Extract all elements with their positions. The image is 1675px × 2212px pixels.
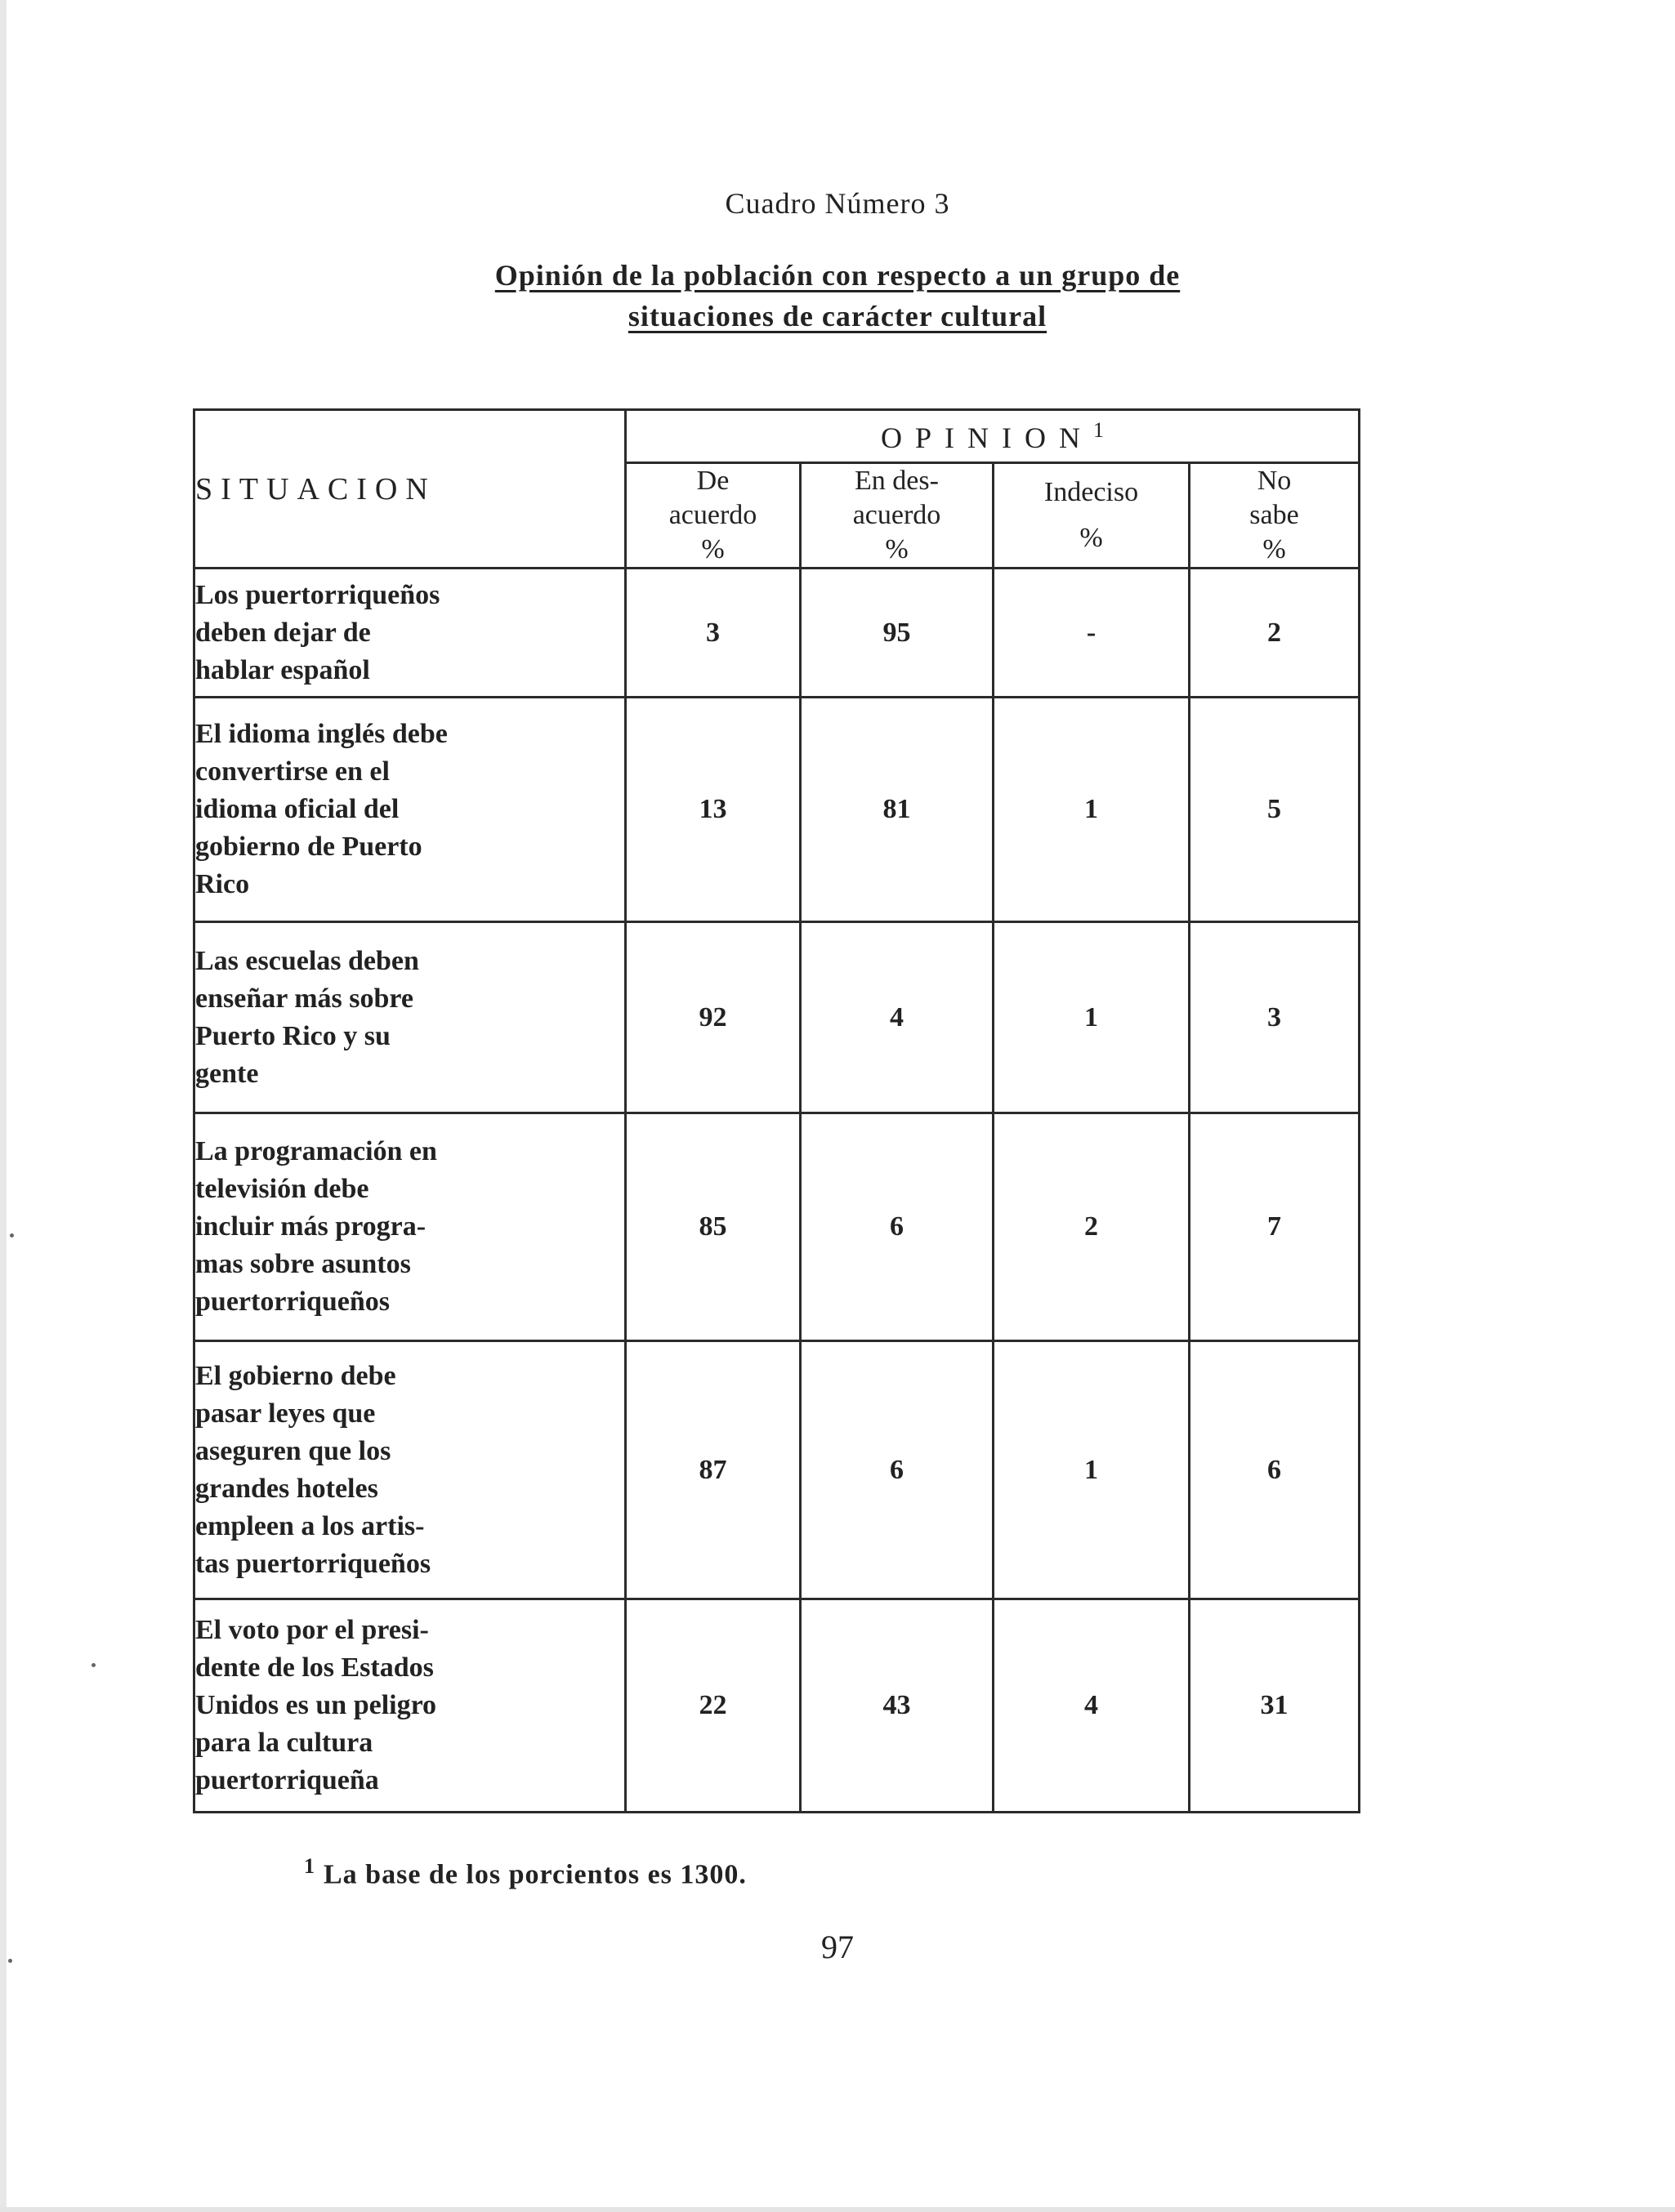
situation-line: grandes hoteles <box>195 1473 378 1504</box>
value-cell: 95 <box>801 569 994 698</box>
situation-line: El idioma inglés debe <box>195 719 448 750</box>
column-header-line: % <box>701 534 725 564</box>
value-cell: 43 <box>801 1599 994 1813</box>
situation-cell <box>194 921 626 1113</box>
situation-line: incluir más progra- <box>195 1211 427 1242</box>
column-header <box>626 463 801 569</box>
column-header-line: % <box>1262 534 1286 564</box>
page-edge-bottom <box>0 2207 1675 2212</box>
footnote <box>304 1854 747 1890</box>
situation-line: para la cultura <box>195 1728 373 1759</box>
value-cell: - <box>994 569 1190 698</box>
value-cell: 3 <box>626 569 801 698</box>
value-cell: 5 <box>1190 698 1360 922</box>
situation-column-header: SITUACION <box>194 410 626 569</box>
value-cell: 6 <box>801 1340 994 1599</box>
column-header <box>994 463 1190 569</box>
column-header-line: % <box>1079 523 1103 553</box>
column-header-line: % <box>885 534 909 564</box>
column-header <box>1190 463 1360 569</box>
situation-cell <box>194 569 626 698</box>
opinion-table <box>193 408 1360 1813</box>
situation-line: convertirse en el <box>195 756 390 787</box>
situation-line: enseñar más sobre <box>195 983 413 1014</box>
table-row <box>194 1340 1360 1599</box>
subtitle-text-2: situaciones de carácter cultural <box>628 300 1047 332</box>
table-row <box>194 1113 1360 1341</box>
page-number: 97 <box>821 1929 854 1965</box>
value-cell: 13 <box>626 698 801 922</box>
situation-line: Rico <box>195 869 250 900</box>
column-header-line: acuerdo <box>668 500 757 530</box>
column-header-line <box>994 510 1188 521</box>
column-header-line: sabe <box>1249 500 1299 530</box>
column-header-line: En des- <box>855 466 939 496</box>
situation-line: Las escuelas deben <box>195 945 419 976</box>
situation-line: aseguren que los <box>195 1435 391 1466</box>
situation-line: Los puertorriqueños <box>195 579 440 610</box>
table-subtitle-line2 <box>0 299 1675 333</box>
opinion-group-header <box>626 410 1360 463</box>
scan-speck <box>92 1663 96 1667</box>
table-row <box>194 569 1360 698</box>
value-cell: 6 <box>801 1113 994 1341</box>
value-cell: 1 <box>994 698 1190 922</box>
value-cell: 1 <box>994 921 1190 1113</box>
value-cell: 3 <box>1190 921 1360 1113</box>
value-cell: 87 <box>626 1340 801 1599</box>
subtitle-text-1: Opinión de la población con respecto a un grupo de <box>494 259 1181 292</box>
scan-speck <box>8 1959 12 1963</box>
value-cell: 4 <box>994 1599 1190 1813</box>
table-row <box>194 1599 1360 1813</box>
situation-line: tas puertorriqueños <box>195 1548 431 1579</box>
situation-line: empleen a los artis- <box>195 1510 425 1541</box>
value-cell: 31 <box>1190 1599 1360 1813</box>
situation-line: mas sobre asuntos <box>195 1249 411 1280</box>
situation-line: gobierno de Puerto <box>195 832 422 863</box>
column-header-line: Indeciso <box>1043 477 1139 507</box>
value-cell: 81 <box>801 698 994 922</box>
value-cell: 85 <box>626 1113 801 1341</box>
value-cell: 2 <box>1190 569 1360 698</box>
situation-line: Unidos es un peligro <box>195 1690 437 1721</box>
column-header-line: acuerdo <box>852 500 941 530</box>
column-header-line: No <box>1257 466 1292 496</box>
value-cell: 7 <box>1190 1113 1360 1341</box>
situation-cell <box>194 1599 626 1813</box>
table-body <box>194 569 1360 1813</box>
table-row <box>194 698 1360 922</box>
situation-line: Puerto Rico y su <box>195 1020 391 1051</box>
situation-cell <box>194 698 626 922</box>
situation-line: puertorriqueña <box>195 1765 379 1796</box>
situation-line: televisión debe <box>195 1174 369 1205</box>
situation-cell <box>194 1113 626 1341</box>
value-cell: 92 <box>626 921 801 1113</box>
value-cell: 2 <box>994 1113 1190 1341</box>
footnote-text: La base de los porcientos es 1300. <box>324 1859 747 1890</box>
scan-speck <box>10 1233 14 1238</box>
situation-line: El voto por el presi- <box>195 1615 429 1646</box>
column-header <box>801 463 994 569</box>
value-cell: 4 <box>801 921 994 1113</box>
table-title: Cuadro Número 3 <box>725 187 950 220</box>
situation-line: hablar español <box>195 654 370 685</box>
situation-line: gente <box>195 1058 259 1089</box>
column-header-line: De <box>696 466 730 496</box>
situation-line: El gobierno debe <box>195 1360 396 1391</box>
value-cell: 6 <box>1190 1340 1360 1599</box>
situation-line: puertorriqueños <box>195 1287 390 1318</box>
opinion-header-text: OPINION <box>881 421 1093 454</box>
situation-line: deben dejar de <box>195 617 371 648</box>
situation-cell <box>194 1340 626 1599</box>
situation-line: La programación en <box>195 1136 437 1167</box>
situation-line: idioma oficial del <box>195 794 400 825</box>
value-cell: 1 <box>994 1340 1190 1599</box>
situation-line: dente de los Estados <box>195 1652 434 1684</box>
table-subtitle-line1 <box>0 258 1675 292</box>
situation-line: pasar leyes que <box>195 1398 376 1429</box>
table-row <box>194 921 1360 1113</box>
value-cell: 22 <box>626 1599 801 1813</box>
footnote-marker: 1 <box>304 1854 315 1878</box>
opinion-footnote-marker: 1 <box>1093 417 1104 442</box>
